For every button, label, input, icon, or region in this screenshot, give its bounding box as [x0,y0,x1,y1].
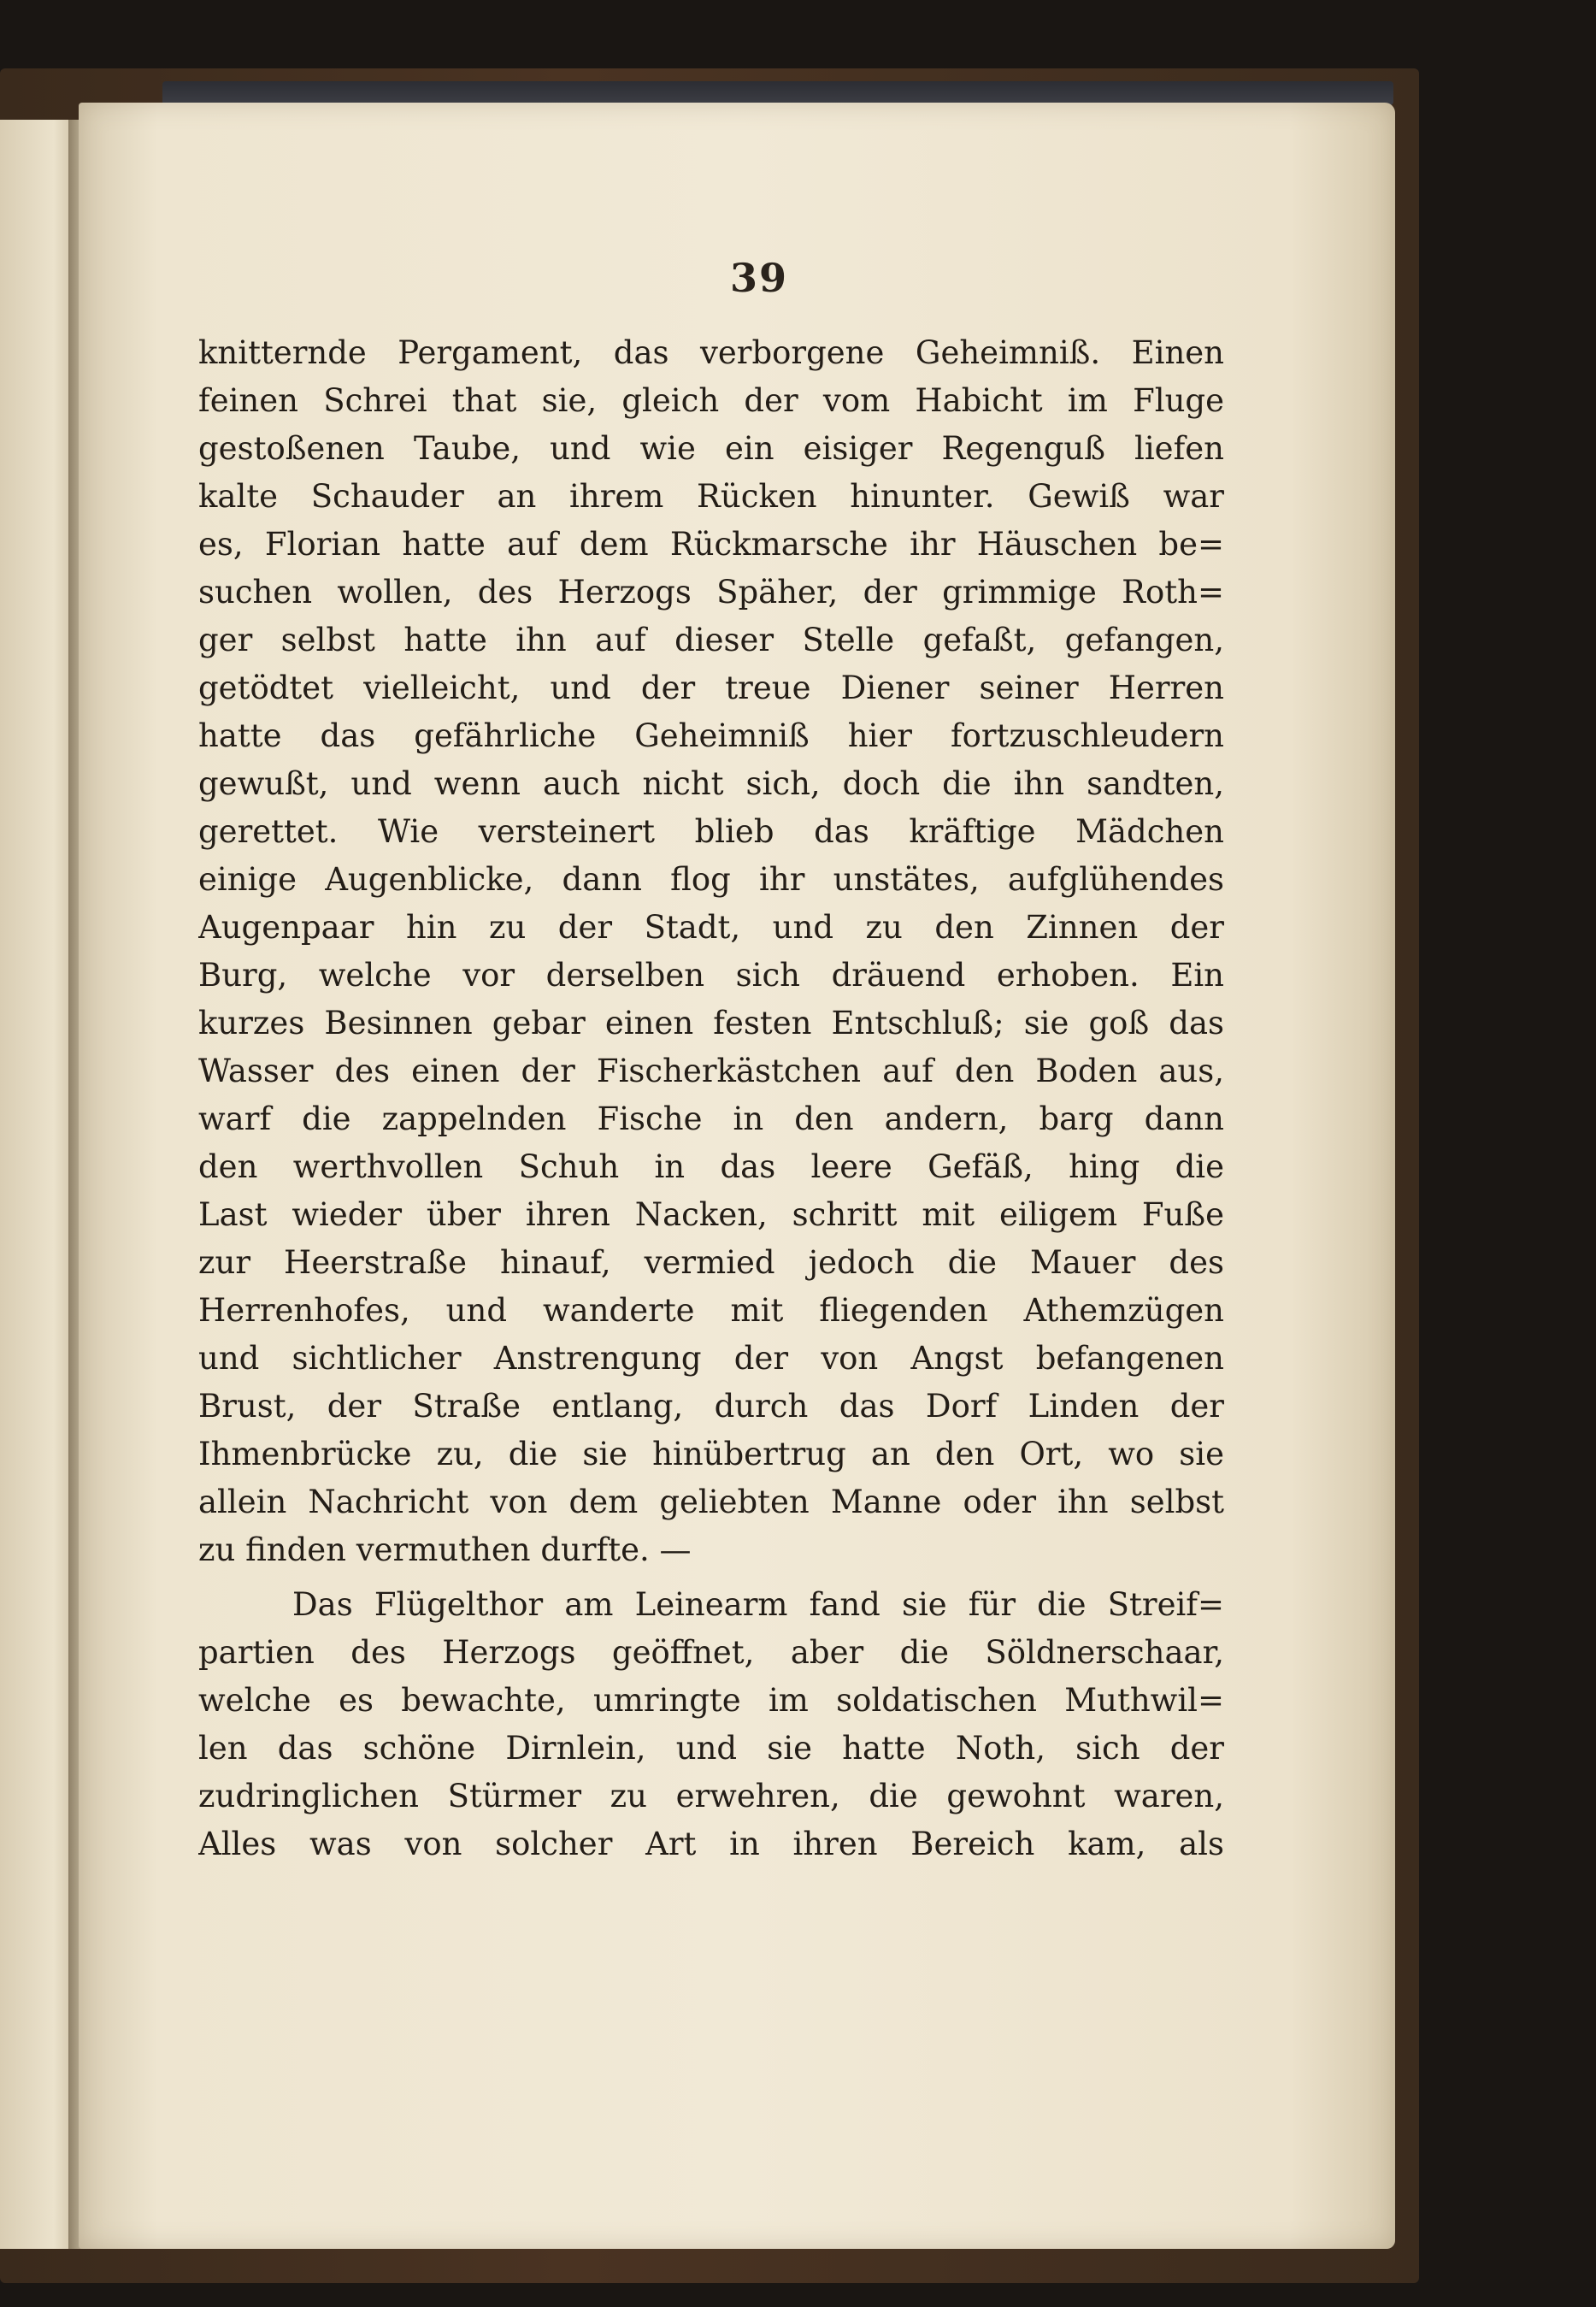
text-line: knitternde Pergament, das verborgene Geheimniß. Einen [198,334,1224,371]
text-line: Burg, welche vor derselben sich dräuend erhoben. Ein [198,957,1224,994]
text-line: partien des Herzogs geöffnet, aber die Söldnerschaar, [198,1634,1224,1671]
text-line: suchen wollen, des Herzogs Späher, der grimmige Roth= [198,574,1224,611]
text-line: den werthvollen Schuh in das leere Gefäß, hing die [198,1148,1224,1185]
text-line: zu finden vermuthen durfte. — [198,1531,692,1568]
text-line: warf die zappelnden Fische in den andern, barg dann [198,1100,1224,1137]
text-line: es, Florian hatte auf dem Rückmarsche ihr Häuschen be= [198,526,1224,563]
text-line: ger selbst hatte ihn auf dieser Stelle gefaßt, gefangen, [198,622,1224,658]
text-line: gewußt, und wenn auch nicht sich, doch die ihn sandten, [198,765,1224,802]
text-line: getödtet vielleicht, und der treue Diener seiner Herren [198,670,1224,706]
text-line: gerettet. Wie versteinert blieb das kräftige Mädchen [198,813,1224,850]
text-line: kalte Schauder an ihrem Rücken hinunter. Gewiß war [198,478,1224,515]
cover-edge [162,81,1393,105]
text-line: Herrenhofes, und wanderte mit fliegenden Athemzügen [198,1292,1224,1329]
text-line: Brust, der Straße entlang, durch das Dorf Linden der [198,1388,1224,1425]
text-line: einige Augenblicke, dann flog ihr unstätes, aufglühendes [198,861,1224,898]
text-line: len das schöne Dirnlein, und sie hatte Noth, sich der [198,1730,1224,1767]
page-text [198,329,1224,1868]
page-number: 39 [729,255,788,301]
text-line: und sichtlicher Anstrengung der von Angst befangenen [198,1340,1224,1377]
text-line: kurzes Besinnen gebar einen festen Entschluß; sie goß das [198,1005,1224,1041]
text-line: Wasser des einen der Fischerkästchen auf den Boden aus, [198,1053,1224,1089]
text-line: allein Nachricht von dem geliebten Manne oder ihn selbst [198,1484,1224,1520]
paragraph-gap [198,1574,1224,1581]
text-line: Das Flügelthor am Leinearm fand sie für die Streif= [292,1586,1224,1623]
text-line: Alles was von solcher Art in ihren Bereich kam, als [198,1826,1224,1862]
facing-page-edge [0,120,77,2249]
text-line: zudringlichen Stürmer zu erwehren, die gewohnt waren, [198,1778,1224,1814]
text-line: hatte das gefährliche Geheimniß hier fortzuschleudern [198,717,1224,754]
text-line: Last wieder über ihren Nacken, schritt mit eiligem Fuße [198,1196,1224,1233]
text-line: Ihmenbrücke zu, die sie hinübertrug an den Ort, wo sie [198,1436,1224,1472]
text-line: zur Heerstraße hinauf, vermied jedoch die Mauer des [198,1244,1224,1281]
text-line: feinen Schrei that sie, gleich der vom Habicht im Fluge [198,382,1224,419]
text-line: Augenpaar hin zu der Stadt, und zu den Zinnen der [198,909,1224,946]
text-line: gestoßenen Taube, und wie ein eisiger Regenguß liefen [198,430,1224,467]
text-line: welche es bewachte, umringte im soldatischen Muthwil= [198,1682,1224,1719]
